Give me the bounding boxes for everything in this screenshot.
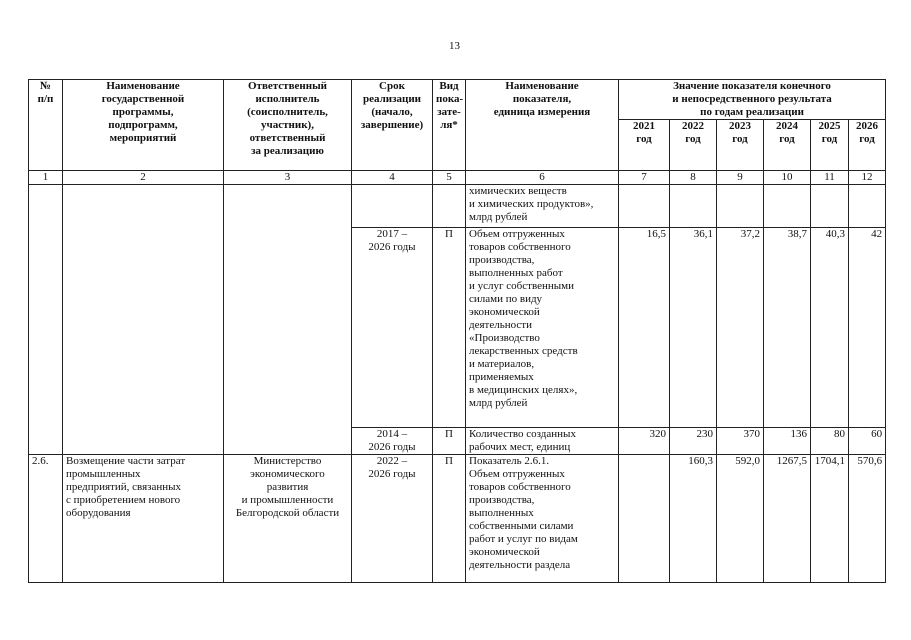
row-kind: П <box>433 428 466 455</box>
row-value-2026: 42 <box>849 228 886 428</box>
column-number: 2 <box>63 171 224 185</box>
column-number: 10 <box>764 171 811 185</box>
header-name: Наименование государственной программы, подпрограмм, мероприятий <box>63 80 224 171</box>
row-responsible <box>224 185 352 455</box>
row-value-2026: 60 <box>849 428 886 455</box>
row-value-2025: 1704,1 <box>811 455 849 583</box>
header-num: № п/п <box>29 80 63 171</box>
row-value-2024: 136 <box>764 428 811 455</box>
row-num: 2.6. <box>29 455 63 583</box>
row-value-2024: 1267,5 <box>764 455 811 583</box>
header-year-2026: 2026 год <box>849 120 886 171</box>
header-year-2022: 2022 год <box>670 120 717 171</box>
row-responsible: Министерство экономического развития и промышленности Белгородской области <box>224 455 352 583</box>
column-number: 11 <box>811 171 849 185</box>
row-num <box>29 185 63 455</box>
row-indicator: Количество созданных рабочих мест, единиц <box>466 428 619 455</box>
column-numbers-row <box>29 171 886 185</box>
table-row <box>29 185 886 228</box>
row-value-2024: 38,7 <box>764 228 811 428</box>
column-number: 3 <box>224 171 352 185</box>
column-number: 5 <box>433 171 466 185</box>
column-number: 4 <box>352 171 433 185</box>
row-indicator: химических веществ и химических продуктов», млрд рублей <box>466 185 619 228</box>
row-term: 2022 – 2026 годы <box>352 455 433 583</box>
row-value-2026 <box>849 185 886 228</box>
header-year-2023: 2023 год <box>717 120 764 171</box>
row-name: Возмещение части затрат промышленных предприятий, связанных с приобретением нового оборудования <box>63 455 224 583</box>
row-name <box>63 185 224 455</box>
row-value-2021 <box>619 455 670 583</box>
page-number: 13 <box>449 40 460 52</box>
column-number: 8 <box>670 171 717 185</box>
row-term: 2014 – 2026 годы <box>352 428 433 455</box>
header-row-1 <box>29 80 886 120</box>
row-value-2024 <box>764 185 811 228</box>
table-row <box>29 455 886 583</box>
header-year-2024: 2024 год <box>764 120 811 171</box>
row-value-2025: 80 <box>811 428 849 455</box>
row-value-2021 <box>619 185 670 228</box>
header-responsible: Ответственный исполнитель (соисполнитель, участник), ответственный за реализацию <box>224 80 352 171</box>
row-value-2026: 570,6 <box>849 455 886 583</box>
row-value-2023: 592,0 <box>717 455 764 583</box>
row-kind: П <box>433 455 466 583</box>
column-number: 1 <box>29 171 63 185</box>
row-value-2021: 320 <box>619 428 670 455</box>
row-value-2023: 370 <box>717 428 764 455</box>
header-year-2025: 2025 год <box>811 120 849 171</box>
row-term <box>352 185 433 228</box>
row-value-2022: 230 <box>670 428 717 455</box>
row-value-2022: 36,1 <box>670 228 717 428</box>
row-value-2023 <box>717 185 764 228</box>
row-indicator: Показатель 2.6.1. Объем отгруженных товаров собственного производства, выполненных собственными силами работ и услуг по видам экономической деятельности раздела <box>466 455 619 583</box>
row-value-2025: 40,3 <box>811 228 849 428</box>
row-value-2025 <box>811 185 849 228</box>
column-number: 7 <box>619 171 670 185</box>
header-kind: Вид пока- зате- ля* <box>433 80 466 171</box>
indicator-table <box>28 79 886 583</box>
header-values: Значение показателя конечного и непосредственного результата по годам реализации <box>619 80 886 120</box>
header-year-2021: 2021 год <box>619 120 670 171</box>
row-value-2022 <box>670 185 717 228</box>
row-value-2022: 160,3 <box>670 455 717 583</box>
row-kind: П <box>433 228 466 428</box>
column-number: 6 <box>466 171 619 185</box>
row-kind <box>433 185 466 228</box>
header-indicator: Наименование показателя, единица измерения <box>466 80 619 171</box>
column-number: 9 <box>717 171 764 185</box>
row-value-2021: 16,5 <box>619 228 670 428</box>
column-number: 12 <box>849 171 886 185</box>
header-term: Срок реализации (начало, завершение) <box>352 80 433 171</box>
row-value-2023: 37,2 <box>717 228 764 428</box>
row-indicator: Объем отгруженных товаров собственного производства, выполненных работ и услуг собственными силами по виду экономической деятельности «Производство лекарственных средств и материалов, применяемых в медицинских целях», млрд рублей <box>466 228 619 428</box>
row-term: 2017 – 2026 годы <box>352 228 433 428</box>
